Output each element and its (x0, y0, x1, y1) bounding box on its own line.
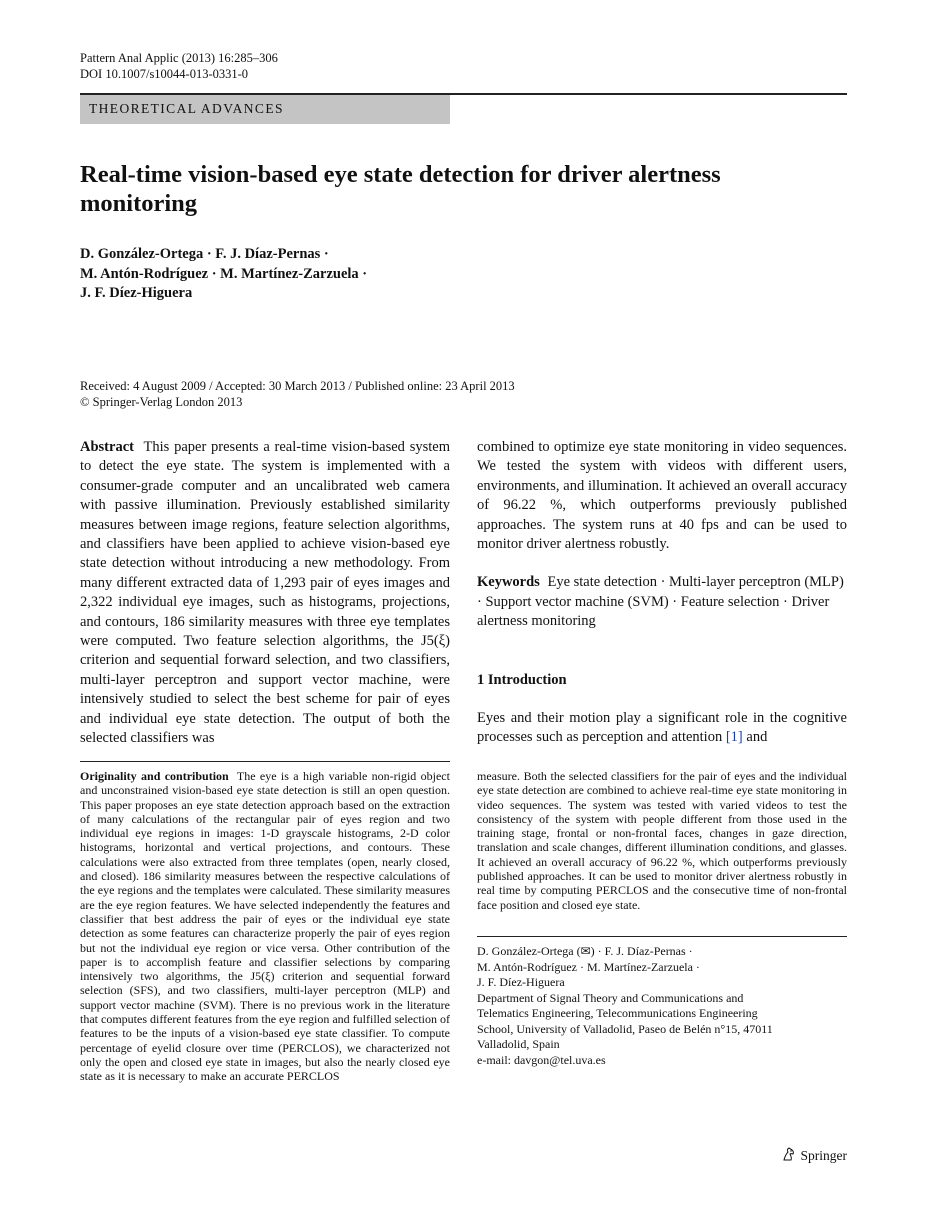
abstract (80, 438, 450, 749)
affiliation-line: Valladolid, Spain (477, 1037, 560, 1051)
keywords-text: Eye state detection · Multi-layer perceptron (MLP) · Support vector machine (SVM) · Feature selection · Driver alertness monitoring (477, 574, 844, 630)
keywords (477, 573, 847, 631)
originality-continued: measure. Both the selected classifiers for the pair of eyes and the individual eye state detection are combined to achieve real-time eye state monitoring in video sequences. The system was tested with varied videos to test the consistency of the system with people different from those used in the training stage, frontal or non-frontal faces, changes in gaze direction, translation and scale changes, different illumination conditions, and glasses. It achieved an overall accuracy of 96.22 %, which outperforms previously published approaches. It can be used to monitor driver alertness robustly in real time by computing PERCLOS and the consecutive time of non-frontal face position and closed eye state. (477, 769, 847, 912)
section-label: THEORETICAL ADVANCES (89, 101, 284, 116)
author-line: D. González-Ortega · F. J. Díaz-Pernas · (80, 246, 329, 262)
citation-link[interactable]: [1] (725, 729, 743, 746)
footnote-divider (80, 761, 450, 762)
springer-horse-icon (781, 1146, 797, 1166)
affiliation-line: Department of Signal Theory and Communications and (477, 990, 744, 1005)
intro-trailing: and (746, 729, 768, 746)
publisher-name: Springer (800, 1148, 847, 1163)
originality-text: The eye is a high variable non-rigid object and unconstrained vision-based eye state detection is still an open question. This paper proposes an eye state detection approach based on the extraction of many calculations of the rectangular pair of eyes region and two individual eye regions in images: 1-D grayscale histograms, 2-D color histograms, horizontal and vertical projections, and contours. These calculations were also extracted from three templates (open, nearly closed, and closed). 186 similarity measures between the respective calculations of the eye regions and the templates were calculated. These similarity measures are the eye region features. We have selected independently the features and classifier that best address the pair of eyes or the individual eye state detection as some features can characterize properly the pair of eyes region but not the individual eye region or vice versa. Other contribution of the paper is to accomplish feature and classifier selections by comparing intensively two algorithms, the J5(ξ) criterion and sequential forward selection (SFS), and two classifiers, multi-layer perceptron (MLP) and support vector machine (SVM). There is no previous work in the literature that computes different features from the eye region and fulfilled selection of features to be the inputs of a vision-based eye state classifier. To compute percentage of eyelid closure over time (PERCLOS), we characterized not only the open and closed eye state in images, but also the nearly closed eye state as it is necessary to make an accurate PERCLOS (80, 769, 450, 1084)
doi: DOI 10.1007/s10044-013-0331-0 (80, 67, 249, 81)
abstract-column (80, 438, 450, 749)
paper-title: Real-time vision-based eye state detection for driver alertness monitoring (80, 161, 721, 217)
abstract-continued: combined to optimize eye state monitoring in video sequences. We tested the system with videos with different users, environments, and illumination. It achieved an overall accuracy of 96.22 %, which outperforms previously published approaches. The system runs at 40 fps and can be used to monitor driver alertness robustly. (477, 439, 847, 553)
section-banner (80, 95, 450, 124)
abstract-text: This paper presents a real-time vision-based system to detect the eye state. The system is implemented with a consumer-grade computer and an uncalibrated web camera with passive illumination. Previously established similarity measures between image regions, feature selection algorithms, and classifiers have been applied to achieve vision-based eye state detection without introducing a new methodology. From many different extracted data of 1,293 pair of eyes images and 2,322 individual eye images, such as histograms, projections, and contours, 186 similarity measures with three eye templates were computed. Two feature selection algorithms, the J5(ξ) criterion and sequential forward selection, and two classifiers, multi-layer perceptron and support vector machine, were intensively studied to select the best scheme for pair of eyes and individual eye state detection. The output of both the selected classifiers was (80, 439, 450, 747)
author-list (80, 245, 367, 304)
keywords-label: Keywords (477, 574, 540, 591)
originality-label: Originality and contribution (80, 769, 229, 783)
affiliation-line: D. González-Ortega (✉) · F. J. Díaz-Pernas · (477, 944, 693, 958)
intro-body: Eyes and their motion play a significant role in the cognitive processes such as perception and attention (477, 710, 847, 746)
affiliation-line: Telematics Engineering, Telecommunications Engineering (477, 1006, 758, 1020)
affiliation-line: School, University of Valladolid, Paseo de Belén n°15, 47011 (477, 1021, 773, 1036)
publisher-footer (781, 1146, 848, 1166)
originality-box (80, 769, 450, 1084)
copyright: © Springer-Verlag London 2013 (80, 395, 243, 409)
affiliation-line: J. F. Díez-Higuera (477, 975, 565, 989)
author-line: J. F. Díez-Higuera (80, 285, 193, 301)
affiliation-line: M. Antón-Rodríguez · M. Martínez-Zarzuela · (477, 959, 700, 974)
publication-dates (80, 378, 515, 410)
email[interactable]: e-mail: davgon@tel.uva.es (477, 1052, 606, 1067)
dates-line: Received: 4 August 2009 / Accepted: 30 March 2013 / Published online: 23 April 2013 (80, 379, 515, 393)
affiliation-divider (477, 936, 847, 937)
journal-citation: Pattern Anal Applic (2013) 16:285–306 (80, 51, 278, 65)
author-line: M. Antón-Rodríguez · M. Martínez-Zarzuela · (80, 265, 368, 282)
abstract-label: Abstract (80, 439, 134, 455)
introduction-text (477, 709, 847, 748)
right-column (477, 438, 847, 748)
affiliation-block (477, 944, 847, 1068)
introduction-heading: 1 Introduction (477, 671, 567, 688)
journal-meta (80, 50, 278, 82)
